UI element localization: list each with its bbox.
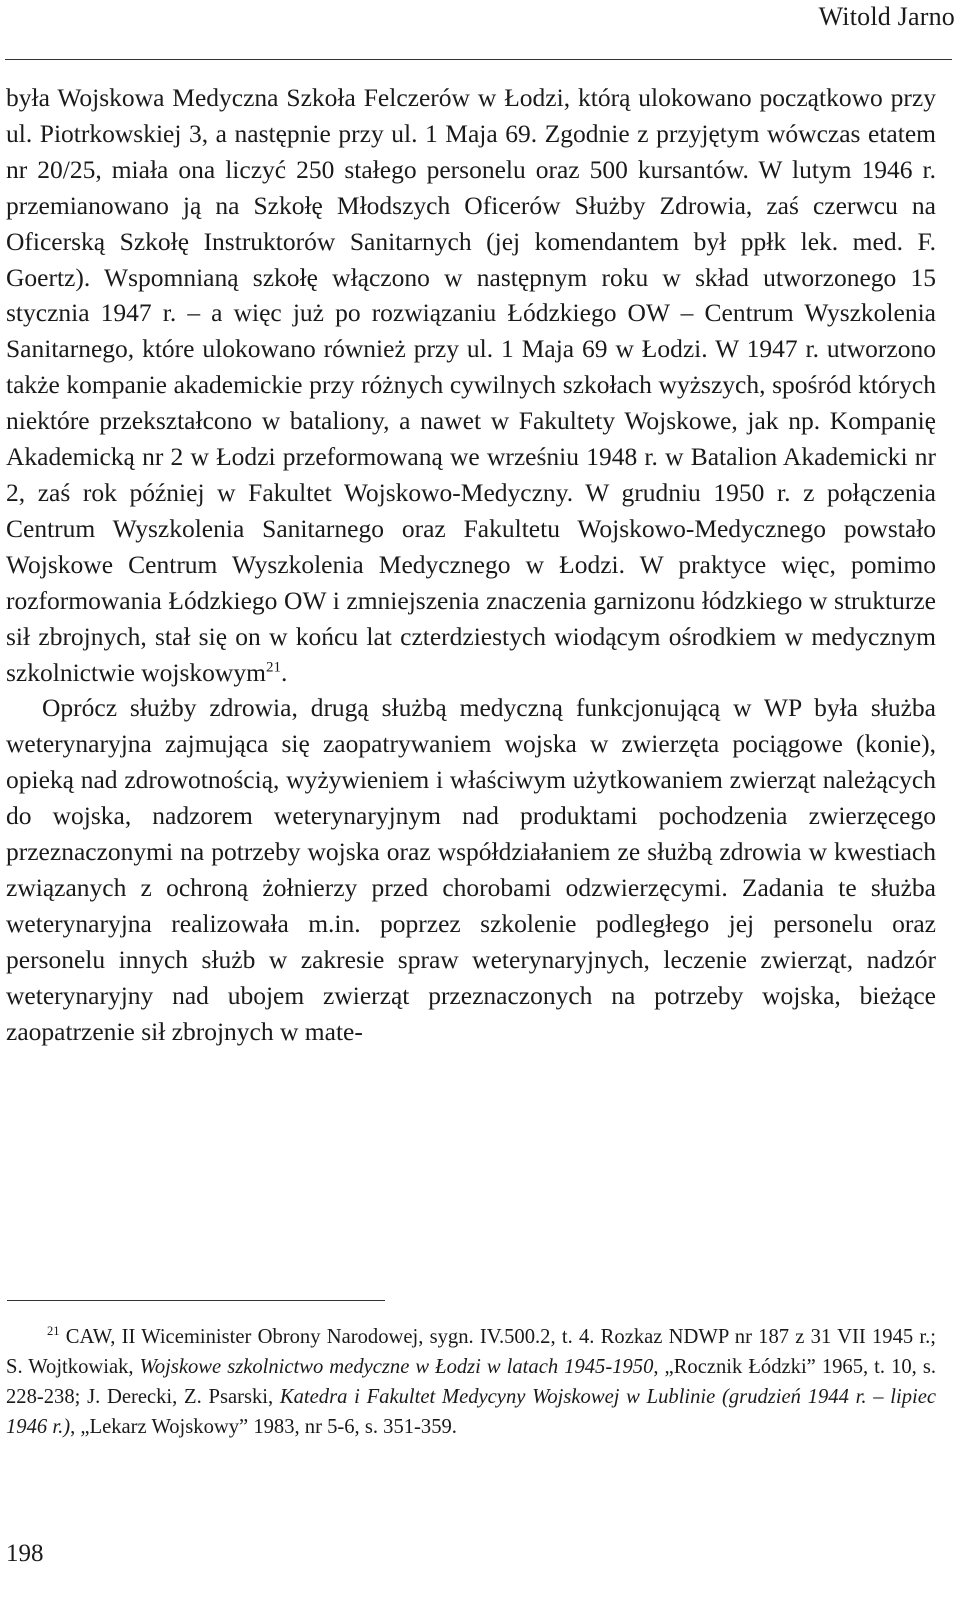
- footnote-ref-21: 21: [265, 659, 281, 675]
- footnote-text-part1: CAW, II Wiceminister Obrony Narodowej, sygn. IV.500.2, t. 4. Rozkaz NDWP nr 187 z 31 VII 1945 r.; S. Wojtkowiak,: [6, 1326, 936, 1378]
- paragraph-1: [6, 80, 936, 690]
- footnote-text-part2: , „Rocznik Łódzki” 1965, t. 10, s. 228-238; J. Derecki, Z. Psarski,: [6, 1356, 936, 1408]
- paragraph-1-text: była Wojskowa Medyczna Szkoła Felczerów w Łodzi, którą ulokowano początkowo przy ul. Piotrkowskiej 3, a następnie przy ul. 1 Maja 69. Zgodnie z przyjętym wówczas etatem nr 20/25, miała ona liczyć 250 stałego personelu oraz 500 kursantów. W lutym 1946 r. przemianowano ją na Szkołę Młodszych Oficerów Służby Zdrowia, zaś czerwcu na Oficerską Szkołę Instruktorów Sanitarnych (jej komendantem był ppłk lek. med. F. Goertz). Wspomnianą szkołę włączono w następnym roku w skład utworzonego 15 stycznia 1947 r. – a więc już po rozwiązaniu Łódzkiego OW – Centrum Wyszkolenia Sanitarnego, które ulokowano również przy ul. 1 Maja 69 w Łodzi. W 1947 r. utworzono także kompanie akademickie przy różnych cywilnych szkołach wyższych, spośród których niektóre przekształcono w bataliony, a nawet w Fakultety Wojskowe, jak np. Kompanię Akademicką nr 2 w Łodzi przeformowaną we wrześniu 1948 r. w Batalion Akademicki nr 2, zaś rok później w Fakultet Wojskowo-Medyczny. W grudniu 1950 r. z połączenia Centrum Wyszkolenia Sanitarnego oraz Fakultetu Wojskowo-Medycznego powstało Wojskowe Centrum Wyszkolenia Medycznego w Łodzi. W praktyce więc, pomimo rozformowania Łódzkiego OW i zmniejszenia znaczenia garnizonu łódzkiego w strukturze sił zbrojnych, stał się on w końcu lat czterdziestych wiodącym ośrodkiem w medycznym szkolnictwie wojskowym: [6, 83, 936, 687]
- footnote-title-2: Katedra i Fakultet Medycyny Wojskowej w Lublinie (grudzień 1944 r. – lipiec 1946 r.): [6, 1386, 937, 1438]
- footnote-paragraph: [6, 1322, 936, 1442]
- page-number: 198: [6, 1540, 44, 1567]
- paragraph-2: [6, 690, 936, 1049]
- header-rule: [5, 59, 952, 60]
- running-head-author: Witold Jarno: [818, 2, 955, 31]
- footnote-21: [6, 1322, 936, 1442]
- footnote-text-part3: , „Lekarz Wojskowy” 1983, nr 5-6, s. 351-359.: [70, 1416, 457, 1438]
- body-text: [6, 80, 936, 1049]
- footnote-separator: [7, 1300, 385, 1301]
- running-head: [0, 0, 960, 62]
- footnote-number: 21: [47, 1324, 60, 1339]
- paragraph-2-text: Oprócz służby zdrowia, drugą służbą medyczną funkcjonującą w WP była służba weterynaryjna zajmująca się zaopatrywaniem wojska w zwierzęta pociągowe (konie), opieką nad zdrowotnością, wyżywieniem i właściwym użytkowaniem zwierząt należących do wojska, nadzorem weterynaryjnym nad produktami pochodzenia zwierzęcego przeznaczonymi na potrzeby wojska oraz współdziałaniem ze służbą zdrowia w kwestiach związanych z ochroną żołnierzy przed chorobami odzwierzęcymi. Zadania te służba weterynaryjna realizowała m.in. poprzez szkolenie podległego jej personelu oraz personelu innych służb w zakresie spraw weterynaryjnych, leczenie zwierząt, nadzór weterynaryjny nad ubojem zwierząt przeznaczonych na potrzeby wojska, bieżące zaopatrzenie sił zbrojnych w mate-: [6, 693, 936, 1046]
- paragraph-1-tail: .: [280, 657, 288, 687]
- footnote-title-1: Wojskowe szkolnictwo medyczne w Łodzi w latach 1945-1950: [139, 1356, 654, 1378]
